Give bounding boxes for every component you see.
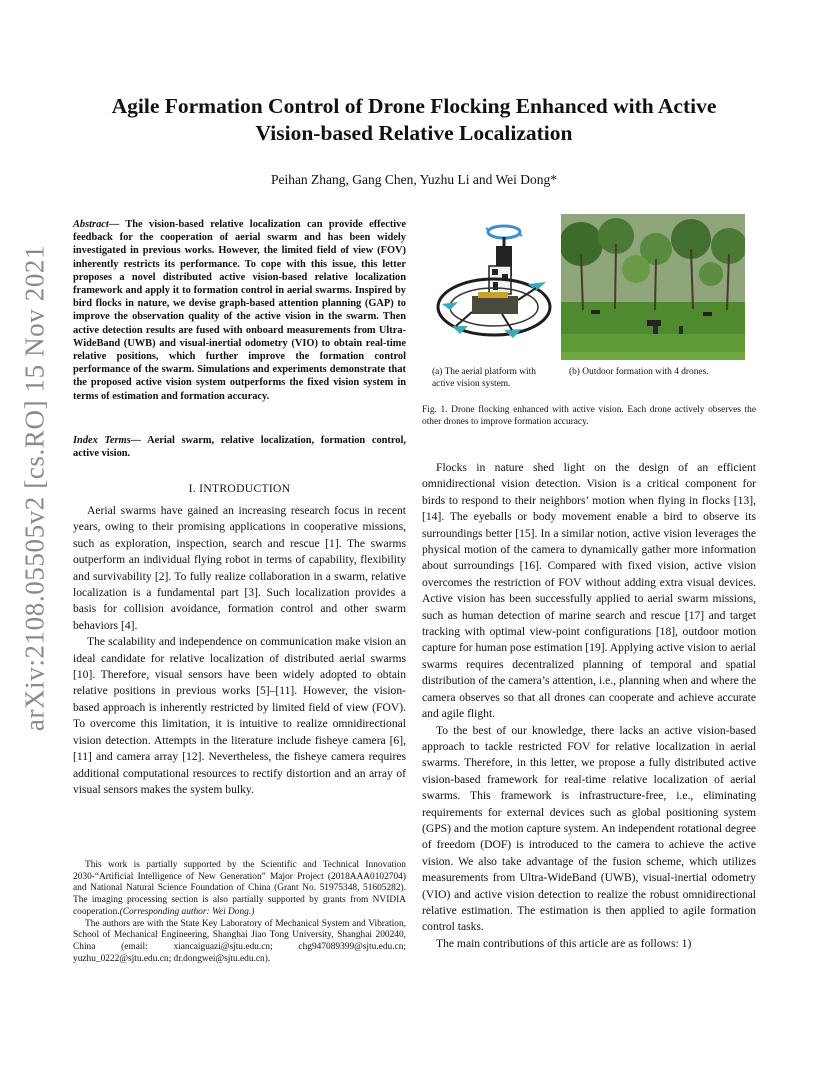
outdoor-photo <box>561 214 745 360</box>
left-column-body <box>73 503 406 798</box>
abstract-label: Abstract— <box>73 219 120 230</box>
subcaption-a: (a) The aerial platform with active vision system. <box>432 367 536 389</box>
index-terms-label: Index Terms— <box>73 435 142 446</box>
right-paragraph-1: Flocks in nature shed light on the design of an efficient omnidirectional vision detection. Vision is a critical component for birds to respond to their neighbors’ motion when flying in flocks [13], [14]. The eyeballs or body movement enable a bird to observe its surroundings better [15]. In a similar notion, active vision leverages the physical motion of the camera to dynamically gather more information about surroundings [16]. Compared with fixed vision, active vision overcomes the restriction of FOV without adding extra visual devices. Active vision has been successfully applied to aerial swarm missions, such as human detection of marine search and rescue [17] and target tracking with optimal view-point configurations [18], outdoor motion capture for human pose estimation [19]. Applying active vision to aerial swarms requires decentralized planning of temporal and spatial distribution of the camera’s attention, i.e., planning when and where the camera observes so that all drones can cooperate and achieve accurate and agile flight. <box>422 461 756 721</box>
index-terms <box>73 434 406 460</box>
author-list: Peihan Zhang, Gang Chen, Yuzhu Li and Wei Dong* <box>270 172 558 187</box>
arxiv-stamp <box>13 244 57 732</box>
intro-paragraph-1: Aerial swarms have gained an increasing research focus in recent years, owing to their promising applications in cooperative missions, such as exploration, inspection, search and rescue [1]. The swarms outperform an individual flying robot in terms of capability, flexibility and survivability [2]. To fully realize collaboration in a swarm, relative localization is a fundamental part [3]. Such localization provides a basis for collision avoidance, formation control and other swarm behaviors [4]. <box>73 504 406 632</box>
abstract <box>73 218 406 403</box>
right-column-body <box>422 460 756 952</box>
abstract-text: The vision-based relative localization can provide effective feedback for the cooperation of aerial swarm and has been widely investigated in previous works. However, the limited field of view (FOV) inherently restricts its performance. To cope with this issue, this letter proposes a novel distributed active vision-based relative localization framework and apply it to formation control in aerial swarms. Inspired by bird flocks in nature, we devise graph-based attention planning (GAP) to improve the observation quality of the active vision in the swarm. Then active detection results are fused with onboard measurements from Ultra-WideBand (UWB) and visual-inertial odometry (VIO) to obtain real-time relative positions, which further improve the formation control performance of the swarm. Simulations and experiments demonstrate that the proposed active vision system outperforms the fixed vision system in terms of estimation and formation accuracy. <box>73 219 406 402</box>
section-heading-introduction: I. INTRODUCTION <box>188 482 291 495</box>
title-line-1: Agile Formation Control of Drone Flocking Enhanced with Active <box>111 94 717 118</box>
footnote-corresponding-author: (Corresponding author: Wei Dong.) <box>119 906 255 917</box>
footnote-funding-text: This work is partially supported by the Scientific and Technical Innovation 2030-“Artificial Intelligence of New Generation” Major Project (2018AAA0102704) and National Natural Science Foundation of China (Grant No. 51975348, 51605282). The imaging processing section is also partially supported by grants from NVIDIA cooperation. <box>73 860 406 917</box>
figure-caption: Fig. 1. Drone flocking enhanced with active vision. Each drone actively observes the other drones to improve formation accuracy. <box>422 405 756 427</box>
arxiv-id: arXiv:2108.05505v2 [cs.RO] 15 Nov 2021 <box>19 244 50 732</box>
footnotes <box>73 860 406 965</box>
right-paragraph-2: To the best of our knowledge, there lacks an active vision-based approach to tackle restricted FOV for relative localization in aerial swarms. Therefore, in this letter, we propose a fully distributed active vision-based framework for real-time relative localization of aerial swarms. This framework is infrastructure-free, i.e., eliminating requirements for external devices such as global positioning system (GPS) and the motion capture system. An independent rotational degree of freedom (DOF) is introduced to the camera to achieve the active vision. We also take advantage of the fusion scheme, which utilizes measurements from Ultra-WideBand (UWB), visual-inertial odometry (VIO) and active vision detection to realize the robust omnidirectional relative estimation. The estimation is then applied to agile formation control tasks. <box>422 723 756 934</box>
subcaption-b: (b) Outdoor formation with 4 drones. <box>569 367 709 377</box>
figure-outdoor-formation <box>561 214 745 360</box>
index-terms-text: Aerial swarm, relative localization, formation control, active vision. <box>73 435 406 460</box>
title-line-2: Vision-based Relative Localization <box>255 121 573 145</box>
intro-paragraph-2: The scalability and independence on communication make vision an ideal candidate for relative localization of distributed aerial swarms [10]. Therefore, visual sensors have been widely adopted to obtain relative positions in previous works [5]–[11]. However, the vision-based approach is inherently restricted by limited field of view (FOV). To overcome this limitation, it is intuitive to realize omnidirectional vision detection. Attempts in the literature include fisheye camera [6], [11] and camera array [12]. Nevertheless, the fisheye camera requires additional computational resources to rectify distortion and an array of visual sensors makes the system bulky. <box>73 635 406 796</box>
footnote-funding <box>73 860 406 919</box>
footnote-affiliation: The authors are with the State Key Laboratory of Mechanical System and Vibration, School of Mechanical Engineering, Shanghai Jiao Tong University, Shanghai 200240, China (email: xiancaiguazi@sjtu.edu.cn; chg947089399@sjtu.edu.cn; yuzhu_0222@sjtu.edu.cn; dr.dongwei@sjtu.edu.cn). <box>73 918 406 964</box>
figure-drone-platform <box>432 222 554 356</box>
paper-title <box>80 93 748 147</box>
right-paragraph-3: The main contributions of this article are as follows: 1) <box>436 936 692 950</box>
drone-illustration <box>432 222 554 356</box>
